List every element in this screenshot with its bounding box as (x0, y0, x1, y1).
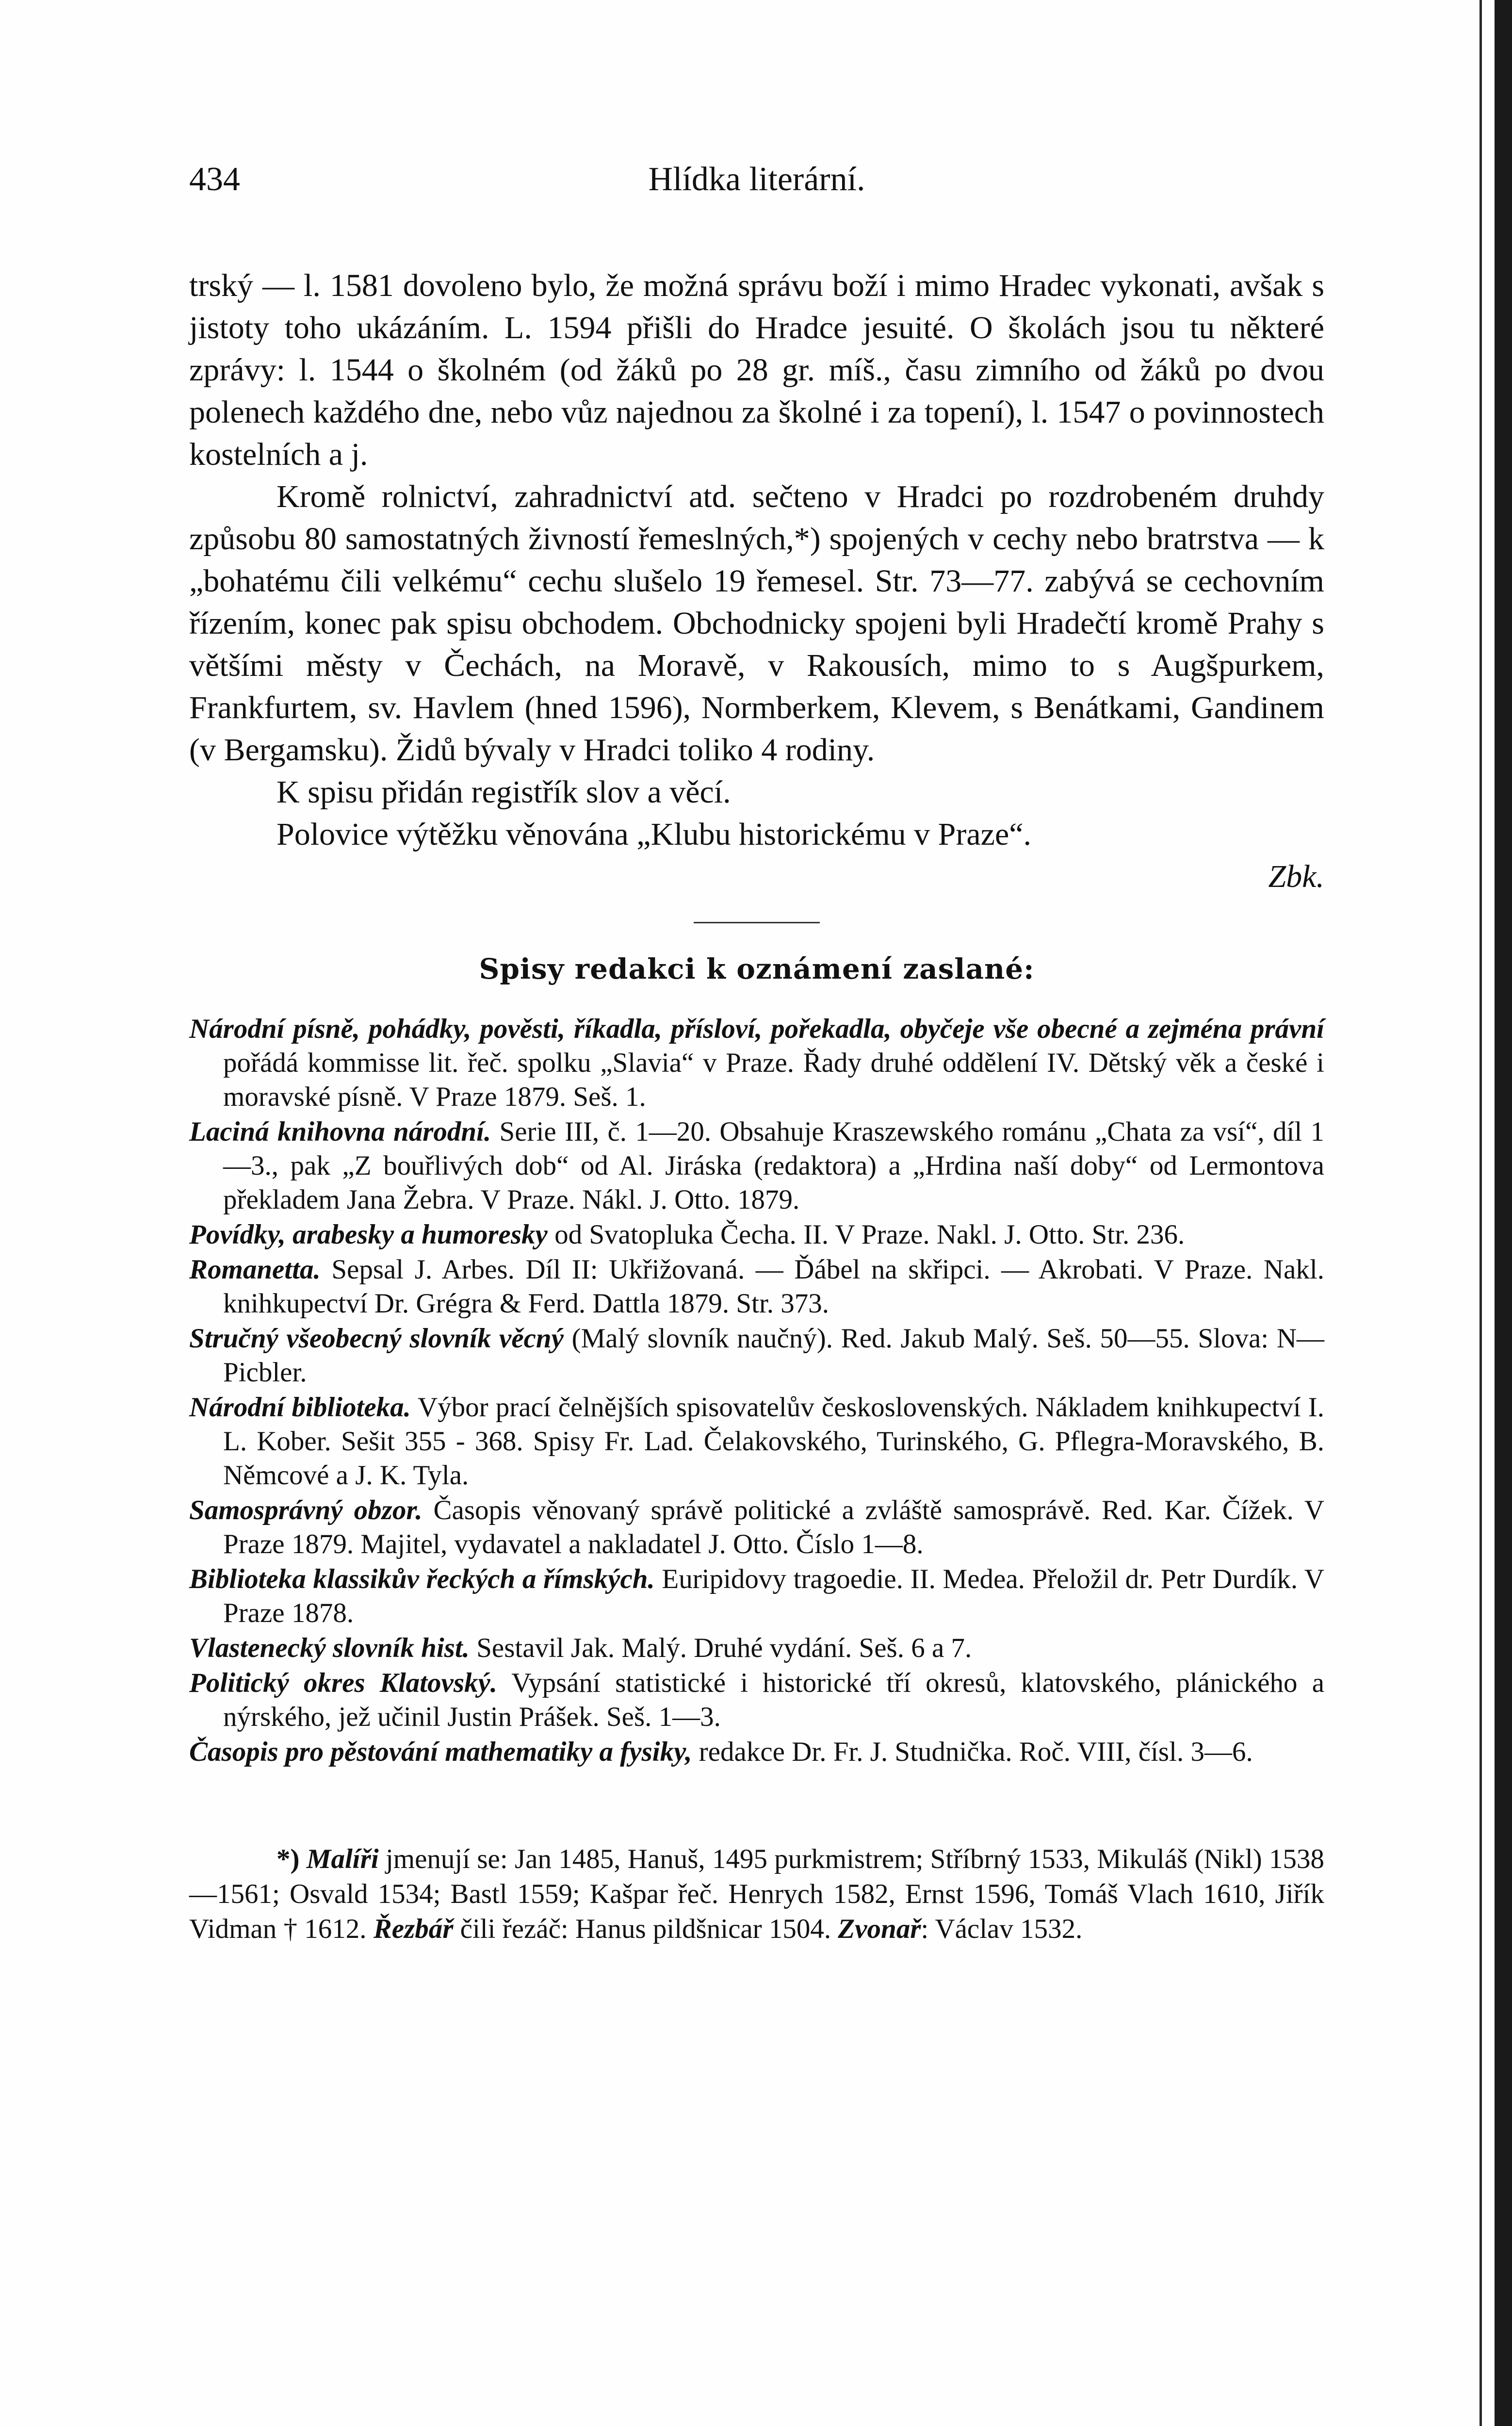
paragraph-2: Kromě rolnictví, zahradnictví atd. sečteno v Hradci po rozdrobeném druhdy způsobu 80 samostatných živností řemeslných,*) spojených v cechy nebo bratrstva — k „bohatému čili velkému“ cechu slušelo 19 řemesel. Str. 73—77. zabývá se cechovním řízením, konec pak spisu obchodem. Obchodnicky spojeni byli Hradečtí kromě Prahy s většími městy v Čechách, na Moravě, v Rakousích, mimo to s Augšpurkem, Frankfurtem, sv. Havlem (hned 1596), Normberkem, Klevem, s Benátkami, Gandinem (v Bergamsku). Židů bývaly v Hradci toliko 4 rodiny. (189, 479, 1324, 768)
entry-text: Sestavil Jak. Malý. Druhé vydání. Seš. 6 a 7. (469, 1633, 972, 1663)
footnote-part-3: : Václav 1532. (921, 1914, 1083, 1944)
review-body (189, 264, 1324, 898)
list-item (189, 1666, 1324, 1734)
footnote-part-2: čili řezáč: Hanus pildšnicar 1504. (453, 1914, 838, 1944)
list-item (189, 1391, 1324, 1492)
entry-title: Vlastenecký slovník hist. (189, 1633, 470, 1663)
page (189, 160, 1324, 1947)
list-item (189, 1322, 1324, 1390)
footnote (189, 1842, 1324, 1947)
list-item (189, 1218, 1324, 1252)
entry-title: Samosprávný obzor. (189, 1495, 423, 1525)
entry-text: pořádá kommisse lit. řeč. spolku „Slavia“ v Praze. Řady druhé oddělení IV. Dětský věk a české i moravské písně. V Praze 1879. Seš. 1. (223, 1048, 1324, 1112)
footnote-marker: *) (276, 1844, 300, 1874)
paragraph-3: K spisu přidán registřík slov a věcí. (276, 774, 731, 810)
footnote-label-painters: Malíři (306, 1844, 379, 1874)
page-number: 434 (189, 161, 240, 198)
received-works-list (189, 1012, 1324, 1769)
section-heading: Spisy redakci k oznámení zaslané: (479, 952, 1035, 985)
entry-text: Výbor prací čelnějších spisovatelův československých. Nákladem knihkupectví I. L. Kober. Sešit 355 - 368. Spisy Fr. Lad. Čelakovského, Turinského, G. Pflegra-Moravského, B. Němcové a J. K. Tyla. (223, 1392, 1325, 1491)
entry-title: Stručný všeobecný slovník věcný (189, 1323, 564, 1354)
list-item (189, 1735, 1324, 1769)
entry-text: Sepsal J. Arbes. Díl II: Ukřižovaná. — Ďábel na skřipci. — Akrobati. V Praze. Nakl. knihkupectví Dr. Grégra & Ferd. Dattla 1879. Str. 373. (223, 1254, 1324, 1319)
entry-text: Serie III, č. 1—20. Obsahuje Kraszewského románu „Chata za vsí“, díl 1—3., pak „Z bouřlivých dob“ od Al. Jiráska (redaktora) a „Hrdina naší doby“ od Lermontova překladem Jana Žebra. V Praze. Nákl. J. Otto. 1879. (223, 1116, 1324, 1215)
entry-title: Časopis pro pěstování mathematiky a fysiky, (189, 1737, 692, 1767)
author-signature: Zbk. (1268, 859, 1324, 894)
list-item (189, 1631, 1324, 1665)
entry-title: Biblioteka klassikův řeckých a římských. (189, 1564, 655, 1594)
paragraph-1: trský — l. 1581 dovoleno bylo, že možná správu boží i mimo Hradec vykonati, avšak s jistoty toho ukázáním. L. 1594 přišli do Hradce jesuité. O školách jsou tu některé zprávy: l. 1544 o školném (od žáků po 28 gr. míš., času zimního od žáků po dvou polenech každého dne, nebo vůz najednou za školné i za topení), l. 1547 o povinnostech kostelních a j. (189, 268, 1324, 472)
journal-title: Hlídka literární. (648, 161, 865, 198)
entry-title: Politický okres Klatovský. (189, 1668, 498, 1698)
section-divider (694, 922, 820, 923)
page-edge-line (1479, 0, 1482, 2426)
footnote-part-1: jmenují se: Jan 1485, Hanuš, 1495 purkmistrem; Stříbrný 1533, Mikuláš (Nikl) 1538—1561; Osvald 1534; Bastl 1559; Kašpar řeč. Henrych 1582, Ernst 1596, Tomáš Vlach 1610, Jiřík Vidman † 1612. (189, 1844, 1324, 1944)
entry-title: Romanetta. (189, 1254, 321, 1285)
footnote-label-carver: Řezbář (373, 1914, 454, 1944)
entry-text: Euripidovy tragoedie. II. Medea. Přeložil dr. Petr Durdík. V Praze 1878. (223, 1564, 1324, 1628)
entry-title: Povídky, arabesky a humoresky (189, 1219, 548, 1250)
entry-text: Časopis věnovaný správě politické a zvláště samosprávě. Red. Kar. Čížek. V Praze 1879. Majitel, vydavatel a nakladatel J. Otto. Číslo 1—8. (223, 1495, 1324, 1559)
entry-text: (Malý slovník naučný). Red. Jakub Malý. Seš. 50—55. Slova: N—Picbler. (223, 1323, 1324, 1388)
entry-title: Národní biblioteka. (189, 1392, 411, 1423)
list-item (189, 1562, 1324, 1630)
list-item (189, 1115, 1324, 1217)
list-item (189, 1012, 1324, 1114)
running-head (189, 160, 1324, 218)
entry-text: redakce Dr. Fr. J. Studnička. Roč. VIII, čísl. 3—6. (692, 1737, 1253, 1767)
entry-title: Národní písně, pohádky, pověsti, říkadla, přísloví, pořekadla, obyčeje vše obecné a zejména právní (189, 1014, 1324, 1044)
list-item (189, 1493, 1324, 1561)
footnote-text (189, 1842, 1324, 1947)
page-edge-bar (1495, 0, 1512, 2426)
footnote-label-bellfounder: Zvonař (838, 1914, 921, 1944)
entry-text: od Svatopluka Čecha. II. V Praze. Nakl. J. Otto. Str. 236. (547, 1219, 1185, 1250)
list-item (189, 1253, 1324, 1321)
entry-text: Vypsání statistické i historické tří okresů, klatovského, plánického a nýrského, jež učinil Justin Prášek. Seš. 1—3. (223, 1668, 1324, 1732)
entry-title: Laciná knihovna národní. (189, 1116, 491, 1147)
paragraph-4: Polovice výtěžku věnována „Klubu historickému v Praze“. (276, 817, 1032, 852)
